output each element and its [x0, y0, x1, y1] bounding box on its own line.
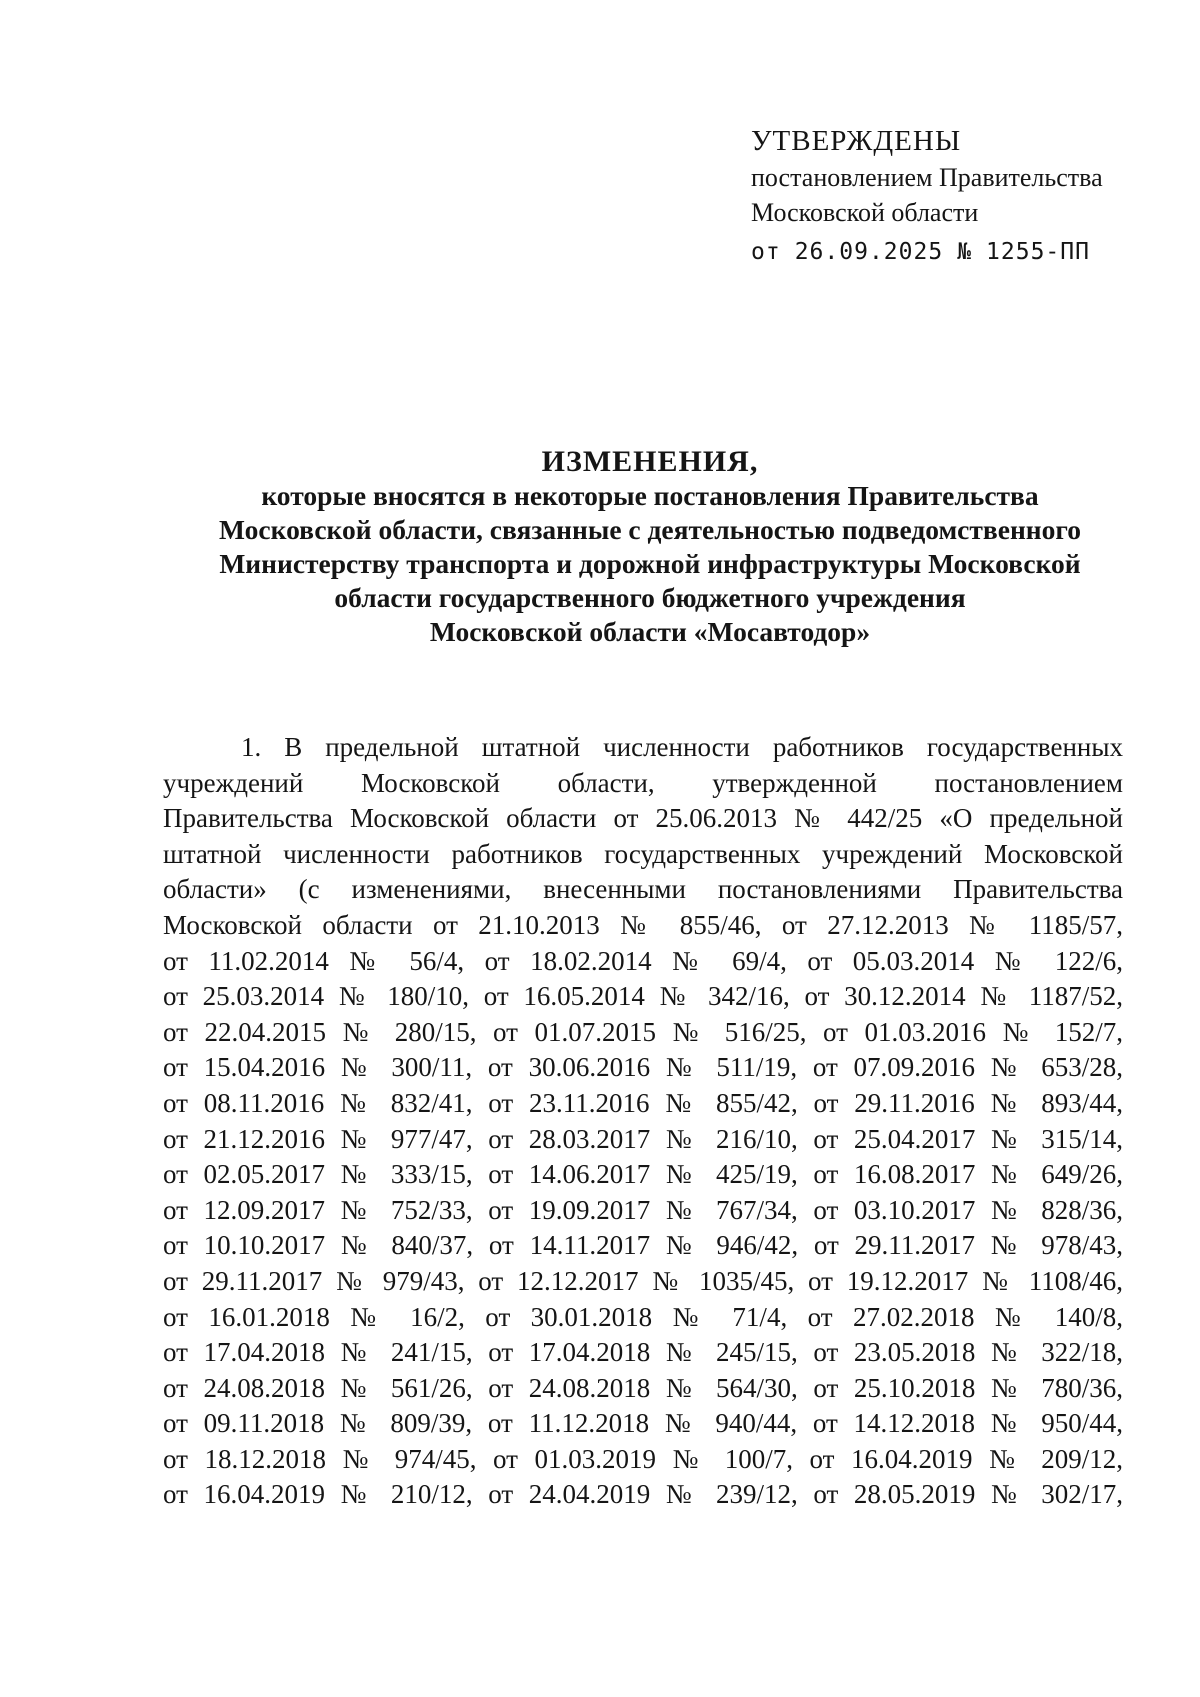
body-line: от 10.10.2017 № 840/37, от 14.11.2017 № 946/42, от 29.11.2017 № 978/43,	[163, 1230, 1123, 1261]
body-line: области» (с изменениями, внесенными постановлениями Правительства	[163, 874, 1123, 905]
document-heading	[190, 445, 1110, 649]
body-line: от 18.12.2018 № 974/45, от 01.03.2019 № 100/7, от 16.04.2019 № 209/12,	[163, 1443, 1123, 1474]
body-line: Московской области от 21.10.2013 № 855/46, от 27.12.2013 № 1185/57,	[163, 909, 1123, 940]
body-line: от 25.03.2014 № 180/10, от 16.05.2014 № 342/16, от 30.12.2014 № 1187/52,	[163, 981, 1123, 1012]
heading-line: Московской области «Мосавтодор»	[429, 616, 871, 647]
heading-line: Московской области, связанные с деятельностью подведомственного	[219, 514, 1081, 545]
heading-line: области государственного бюджетного учреждения	[334, 582, 966, 613]
approval-number-sign: №	[957, 239, 973, 265]
body-line: от 02.05.2017 № 333/15, от 14.06.2017 № 425/19, от 16.08.2017 № 649/26,	[163, 1159, 1123, 1190]
body-line: от 09.11.2018 № 809/39, от 11.12.2018 № 940/44, от 14.12.2018 № 950/44,	[163, 1408, 1123, 1439]
approval-date: 26.09.2025	[794, 239, 944, 265]
heading-line: которые вносятся в некоторые постановления Правительства	[261, 480, 1039, 511]
body-line: штатной численности работников государственных учреждений Московской	[163, 838, 1123, 869]
heading-line: Министерству транспорта и дорожной инфраструктуры Московской	[219, 548, 1081, 579]
body-line: от 21.12.2016 № 977/47, от 28.03.2017 № 216/10, от 25.04.2017 № 315/14,	[163, 1123, 1123, 1154]
body-line: от 17.04.2018 № 241/15, от 17.04.2018 № 245/15, от 23.05.2018 № 322/18,	[163, 1337, 1123, 1368]
body-line: учреждений Московской области, утвержденной постановлением	[163, 767, 1123, 798]
heading-title: ИЗМЕНЕНИЯ,	[541, 445, 759, 478]
body-line: от 08.11.2016 № 832/41, от 23.11.2016 № 855/42, от 29.11.2016 № 893/44,	[163, 1087, 1123, 1118]
approval-line-1: постановлением Правительства	[751, 163, 1103, 192]
body-line: от 12.09.2017 № 752/33, от 19.09.2017 № 767/34, от 03.10.2017 № 828/36,	[163, 1194, 1123, 1225]
body-line: от 24.08.2018 № 561/26, от 24.08.2018 № 564/30, от 25.10.2018 № 780/36,	[163, 1372, 1123, 1403]
body-line: 1. В предельной штатной численности работников государственных	[241, 732, 1123, 762]
body-line: от 15.04.2016 № 300/11, от 30.06.2016 № 511/19, от 07.09.2016 № 653/28,	[163, 1052, 1123, 1083]
approval-number: 1255-ПП	[986, 239, 1090, 265]
approval-stamp-block	[751, 122, 1103, 274]
approval-date-prefix: от	[751, 239, 781, 265]
body-line: от 29.11.2017 № 979/43, от 12.12.2017 № 1035/45, от 19.12.2017 № 1108/46,	[163, 1265, 1123, 1296]
document-body-paragraph	[163, 730, 1123, 1513]
body-line: от 16.04.2019 № 210/12, от 24.04.2019 № 239/12, от 28.05.2019 № 302/17,	[163, 1479, 1123, 1510]
body-line: от 22.04.2015 № 280/15, от 01.07.2015 № 516/25, от 01.03.2016 № 152/7,	[163, 1016, 1123, 1047]
body-line: от 11.02.2014 № 56/4, от 18.02.2014 № 69/4, от 05.03.2014 № 122/6,	[163, 945, 1123, 976]
approval-title: УТВЕРЖДЕНЫ	[751, 125, 962, 157]
body-line: Правительства Московской области от 25.06.2013 № 442/25 «О предельной	[163, 803, 1123, 834]
approval-date-number	[751, 230, 1103, 274]
body-line: от 16.01.2018 № 16/2, от 30.01.2018 № 71/4, от 27.02.2018 № 140/8,	[163, 1301, 1123, 1332]
approval-line-2: Московской области	[751, 198, 979, 227]
